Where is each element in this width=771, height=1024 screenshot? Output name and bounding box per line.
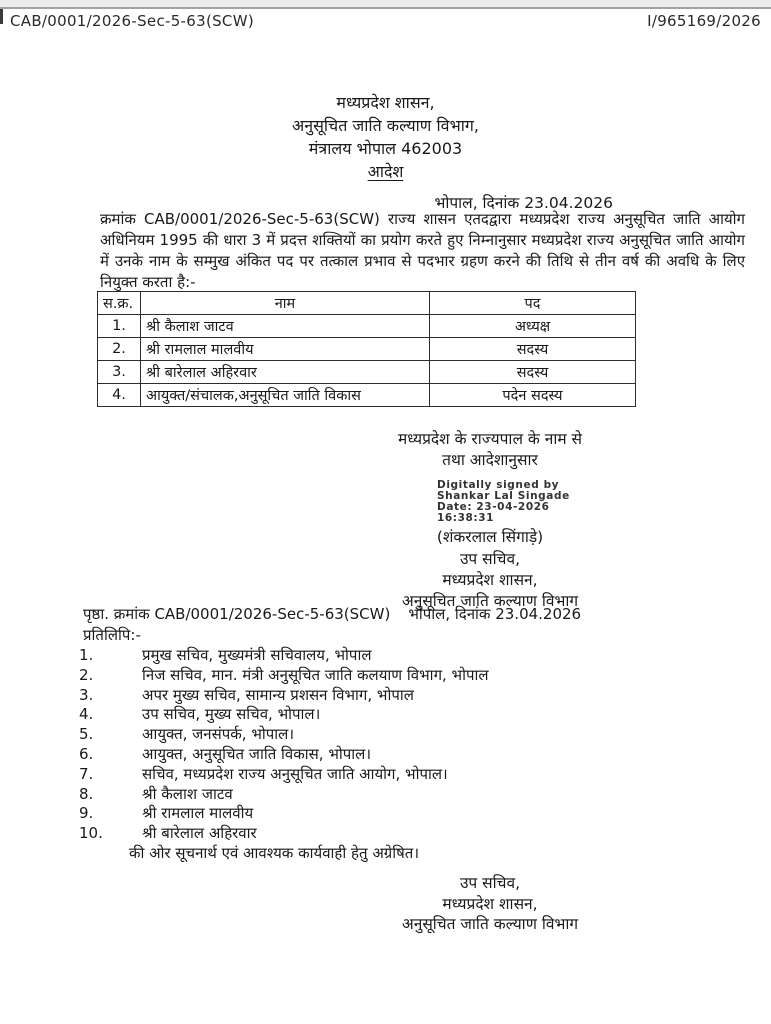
copy-list-item: [79, 705, 699, 725]
signature-on-behalf: [340, 429, 640, 471]
digital-sig-line: 16:38:31: [437, 512, 495, 524]
copy-list-item: [79, 686, 699, 706]
copy-item-number: 1.: [79, 646, 94, 664]
on-behalf-line1: मध्यप्रदेश के राज्यपाल के नाम से: [397, 430, 583, 448]
signer-designation-block: [340, 549, 640, 612]
office-address: मंत्रालय भोपाल 462003: [308, 139, 463, 158]
copy-list-item: [79, 745, 699, 765]
header-post: पद: [430, 292, 636, 315]
reference-row: [10, 12, 761, 30]
row-sno: 1.: [98, 315, 141, 338]
copy-item-text: आयुक्त, जनसंपर्क, भोपाल।: [142, 725, 295, 744]
signer-designation: उप सचिव,: [459, 550, 521, 568]
copy-item-text: उप सचिव, मुख्य सचिव, भोपाल।: [142, 705, 321, 724]
row-post: सदस्य: [430, 361, 636, 384]
copy-to-list: [79, 646, 699, 864]
copy-to-label: प्रतिलिपि:-: [83, 626, 141, 644]
signer-name: (शंकरलाल सिंगाड़े): [436, 528, 544, 546]
digital-sig-line: Digitally signed by: [437, 479, 560, 491]
scan-top-edge: [0, 0, 771, 9]
header-name: नाम: [141, 292, 430, 315]
forwarding-note: की ओर सूचनार्थ एवं आवश्यक कार्यवाही हेतु अग्रेषित।: [129, 843, 420, 862]
signer-government: मध्यप्रदेश शासन,: [442, 571, 538, 589]
row-name: श्री रामलाल मालवीय: [141, 338, 430, 361]
row-name: श्री बारेलाल अहिरवार: [141, 361, 430, 384]
copy-item-number: 10.: [79, 824, 103, 843]
letterhead: [0, 91, 771, 183]
copy-item-number: 4.: [79, 705, 94, 724]
row-sno: 2.: [98, 338, 141, 361]
copy-list-item: [79, 804, 699, 824]
copy-item-number: 3.: [79, 685, 94, 704]
copy-item-text: प्रमुख सचिव, मुख्यमंत्री सचिवालय, भोपाल: [142, 646, 372, 664]
table-header-row: [98, 292, 636, 315]
footer-department: अनुसूचित जाति कल्याण विभाग: [401, 915, 579, 933]
row-post: अध्यक्ष: [430, 315, 636, 338]
copy-item-text: सचिव, मध्यप्रदेश राज्य अनुसूचित जाति आयोग, भोपाल।: [142, 764, 448, 783]
government-name: मध्यप्रदेश शासन,: [336, 93, 435, 112]
endorsement-ref-number: पृष्ठा. क्रमांक CAB/0001/2026-Sec-5-63(SCW): [83, 605, 391, 623]
copy-item-number: 8.: [79, 784, 94, 803]
order-body-paragraph: क्रमांक CAB/0001/2026-Sec-5-63(SCW) राज्य शासन एतदद्वारा मध्यप्रदेश राज्य अनुसूचित जाति आयोग अधिनियम 1995 की धारा 3 में प्रदत्त शक्तियों का प्रयोग करते हुए निम्नानुसार मध्यप्रदेश राज्य अनुसूचित जाति आयोग में उनके नाम के सम्मुख अंकित पद पर तत्काल प्रभाव से पदभार ग्रहण करने की तिथि से तीन वर्ष की अवधि के लिए नियुक्त करता है:-: [100, 210, 745, 291]
order-title: आदेश: [367, 162, 404, 181]
table-row: [98, 315, 636, 338]
row-name: आयुक्त/संचालक,अनुसूचित जाति विकास: [141, 384, 430, 407]
department-name: अनुसूचित जाति कल्याण विभाग,: [291, 116, 479, 135]
endorsement-ref-date: भोपाल, दिनांक 23.04.2026: [408, 605, 582, 623]
copy-list-item: [79, 666, 699, 686]
appointment-table: [97, 291, 636, 407]
signer-department: अनुसूचित जाति कल्याण विभाग: [401, 592, 579, 610]
copy-item-text: श्री बारेलाल अहिरवार: [142, 824, 257, 843]
digital-sig-line: Shankar Lal Singade: [437, 490, 570, 502]
copy-list-item: [79, 824, 699, 844]
file-number: CAB/0001/2026-Sec-5-63(SCW): [10, 12, 254, 30]
row-sno: 3.: [98, 361, 141, 384]
copy-list-item: [79, 785, 699, 805]
endorsement-reference: [83, 604, 581, 624]
digital-signature-stamp: [437, 480, 570, 524]
table-row: [98, 361, 636, 384]
row-post: पदेन सदस्य: [430, 384, 636, 407]
footer-government: मध्यप्रदेश शासन,: [442, 894, 538, 913]
on-behalf-line2: तथा आदेशानुसार: [442, 451, 538, 469]
copy-list-item: [79, 646, 699, 666]
copy-item-number: 6.: [79, 744, 94, 763]
copy-item-number: 9.: [79, 804, 94, 823]
copy-item-text: निज सचिव, मान. मंत्री अनुसूचित जाति कलयाण विभाग, भोपाल: [142, 665, 489, 684]
copy-item-number: 2.: [79, 665, 94, 684]
header-sno: स.क्र.: [98, 292, 141, 315]
footer-signature-block: [340, 873, 640, 935]
table-row: [98, 338, 636, 361]
copy-list-item: [79, 725, 699, 745]
row-post: सदस्य: [430, 338, 636, 361]
footer-designation: उप सचिव,: [459, 874, 521, 892]
digital-sig-line: Date: 23-04-2026: [437, 501, 550, 513]
row-sno: 4.: [98, 384, 141, 407]
scan-artifact: [0, 9, 3, 24]
copy-item-number: 7.: [79, 764, 94, 783]
copy-item-text: श्री रामलाल मालवीय: [142, 804, 254, 823]
copy-item-text: श्री कैलाश जाटव: [142, 784, 233, 803]
copy-item-number: 5.: [79, 725, 94, 744]
place-date: भोपाल, दिनांक 23.04.2026: [434, 194, 613, 212]
copy-list-item: [79, 765, 699, 785]
eoffice-number: I/965169/2026: [647, 12, 761, 30]
copy-item-text: अपर मुख्य सचिव, सामान्य प्रशसन विभाग, भोपाल: [142, 685, 414, 704]
row-name: श्री कैलाश जाटव: [141, 315, 430, 338]
table-row: [98, 384, 636, 407]
copy-item-text: आयुक्त, अनुसूचित जाति विकास, भोपाल।: [142, 744, 372, 763]
